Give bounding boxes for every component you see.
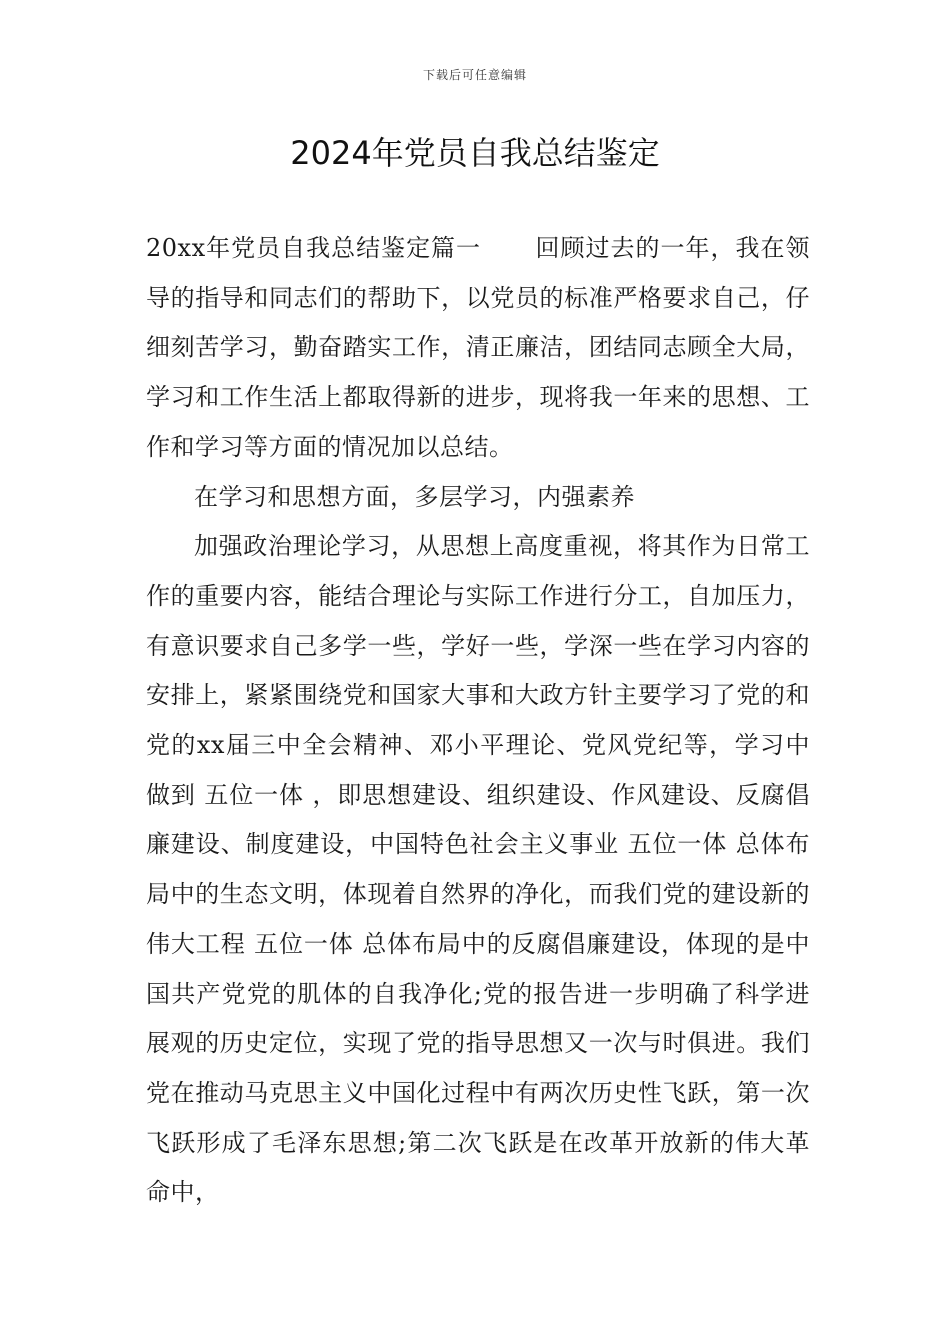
paragraph-study: 加强政治理论学习，从思想上高度重视，将其作为日常工作的重要内容，能结合理论与实际工作进行分工，自加压力，有意识要求自己多学一些，学好一些，学深一些在学习内容的安排上，紧紧围绕党和国家大事和大政方针主要学习了党的和党的xx届三中全会精神、邓小平理论、党风党纪等，学习中做到 五位一体 ，即思想建设、组织建设、作风建设、反腐倡廉建设、制度建设，中国特色社会主义事业 五位一体 总体布局中的生态文明，体现着自然界的净化，而我们党的建设新的伟大工程 五位一体 总体布局中的反腐倡廉建设，体现的是中国共产党党的肌体的自我净化;党的报告进一步明确了科学进展观的历史定位，实现了党的指导思想又一次与时俱进。我们党在推动马克思主义中国化过程中有两次历史性飞跃，第一次飞跃形成了毛泽东思想;第二次飞跃是在改革开放新的伟大革命中， xyxy=(146,532,810,1207)
page-header-note: 下载后可任意编辑 xyxy=(422,68,527,82)
paragraph-lead: 20xx年党员自我总结鉴定篇一 xyxy=(146,234,482,262)
document-body xyxy=(146,224,810,1218)
paragraph-text: 回顾过去的一年，我在领导的指导和同志们的帮助下，以党员的标准严格要求自己，仔细刻苦学习，勤奋踏实工作，清正廉洁，团结同志顾全大局，学习和工作生活上都取得新的进步，现将我一年来的思想、工作和学习等方面的情况加以总结。 xyxy=(146,234,811,461)
document-title: 2024年党员自我总结鉴定 xyxy=(290,134,660,172)
paragraph-section-heading: 在学习和思想方面，多层学习，内强素养 xyxy=(194,482,635,511)
paragraph-intro xyxy=(146,224,810,473)
